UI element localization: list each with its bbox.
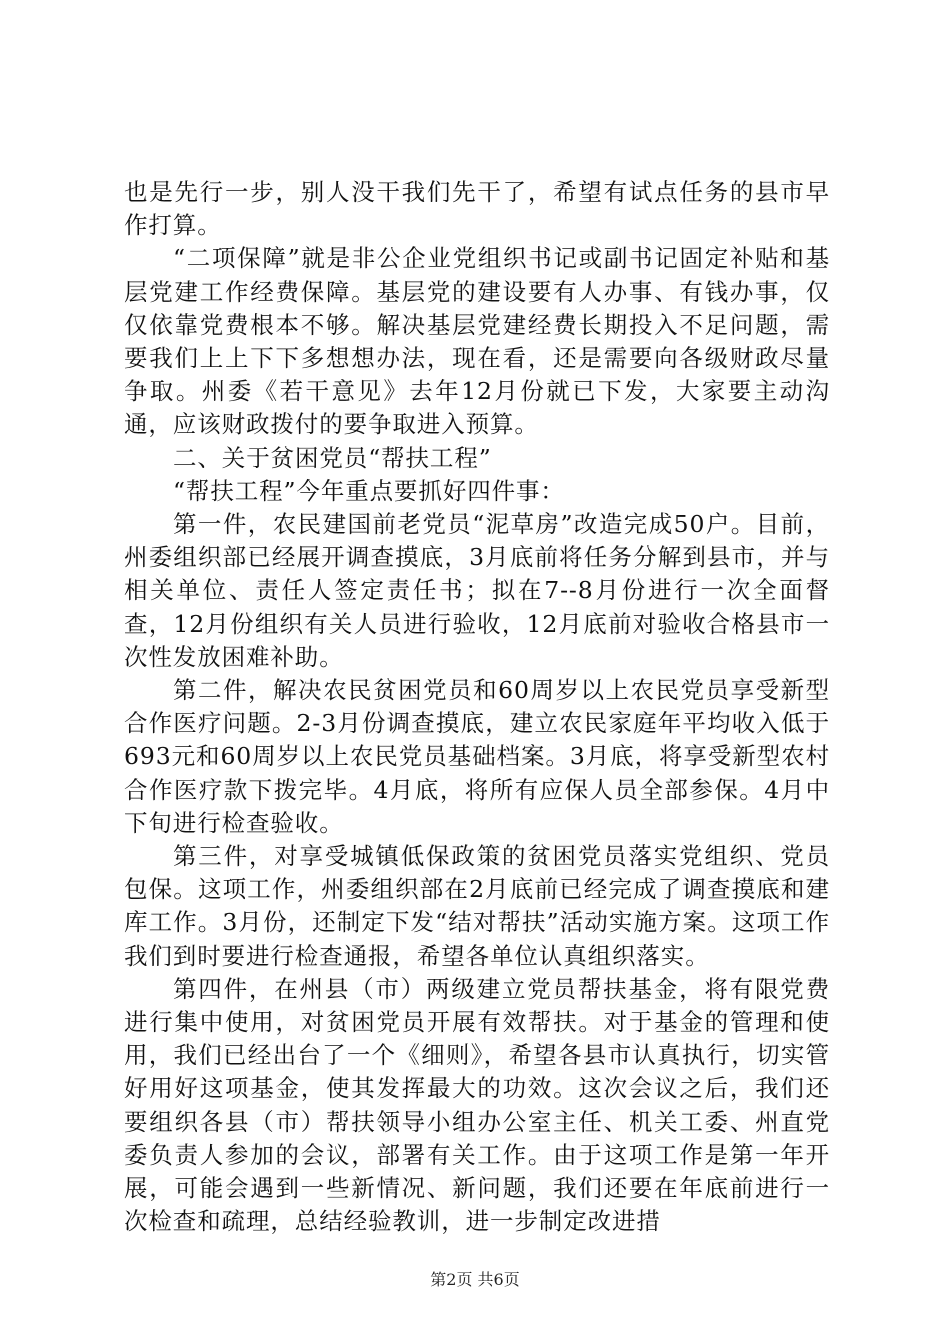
- paragraph-two-guarantees: “二项保障”就是非公企业党组织书记或副书记固定补贴和基层党建工作经费保障。基层党的建设要有人办事、有钱办事，仅仅依靠党费根本不够。解决基层党建经费长期投入不足问题，需要我们上上下下多想想办法，现在看，还是需要向各级财政尽量争取。州委《若干意见》去年12月份就已下发，大家要主动沟通，应该财政拨付的要争取进入预算。: [124, 244, 830, 439]
- section-heading-assistance-project: 二、关于贫困党员“帮扶工程”: [173, 443, 492, 472]
- paragraph-four-tasks-intro: “帮扶工程”今年重点要抓好四件事：: [173, 476, 565, 505]
- paragraph-task-four: 第四件，在州县（市）两级建立党员帮扶基金，将有限党费进行集中使用，对贫困党员开展有效帮扶。对于基金的管理和使用，我们已经出台了一个《细则》，希望各县市认真执行，切实管好用好这项基金，使其发挥最大的功效。这次会议之后，我们还要组织各县（市）帮扶领导小组办公室主任、机关工委、州直党委负责人参加的会议，部署有关工作。由于这项工作是第一年开展，可能会遇到一些新情况、新问题，我们还要在年底前进行一次检查和疏理，总结经验教训，进一步制定改进措: [124, 974, 830, 1236]
- paragraph-task-two: 第二件，解决农民贫困党员和60周岁以上农民党员享受新型合作医疗问题。2-3月份调查摸底，建立农民家庭年平均收入低于693元和60周岁以上农民党员基础档案。3月底，将享受新型农村合作医疗款下拨完毕。4月底，将所有应保人员全部参保。4月中下旬进行检查验收。: [124, 676, 830, 837]
- paragraph-task-three: 第三件，对享受城镇低保政策的贫困党员落实党组织、党员包保。这项工作，州委组织部在2月底前已经完成了调查摸底和建库工作。3月份，还制定下发“结对帮扶”活动实施方案。这项工作我们到时要进行检查通报，希望各单位认真组织落实。: [124, 842, 830, 970]
- paragraph-continuation: 也是先行一步，别人没干我们先干了，希望有试点任务的县市早作打算。: [124, 178, 830, 240]
- paragraph-task-one: 第一件，农民建国前老党员“泥草房”改造完成50户。目前，州委组织部已经展开调查摸底，3月底前将任务分解到县市，并与相关单位、责任人签定责任书；拟在7--8月份进行一次全面督查，12月份组织有关人员进行验收，12月底前对验收合格县市一次性发放困难补助。: [124, 510, 830, 671]
- document-body: [124, 176, 830, 1239]
- page-number-footer: 第2页 共6页: [430, 1270, 520, 1289]
